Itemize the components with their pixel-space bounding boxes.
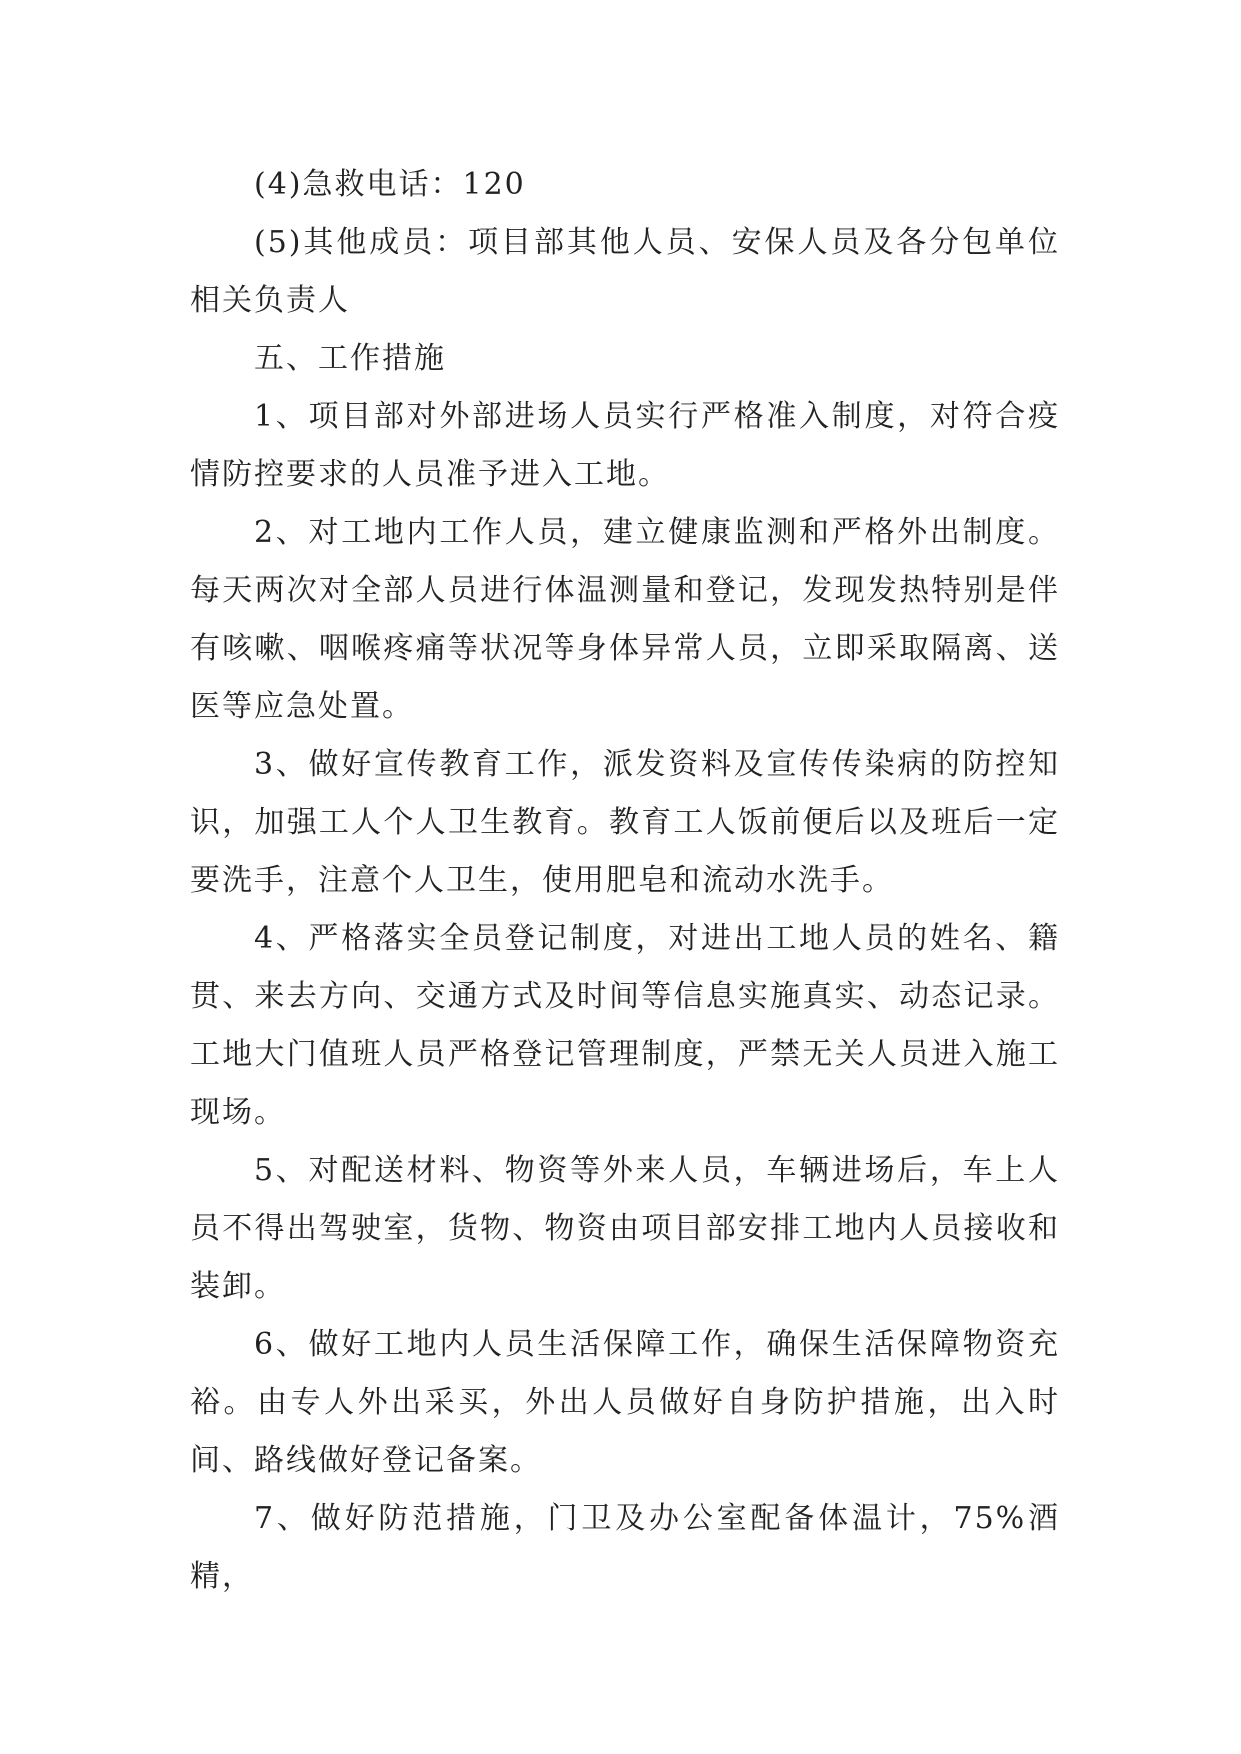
paragraph-other-members: (5)其他成员：项目部其他人员、安保人员及各分包单位相关负责人: [190, 225, 1060, 318]
section-heading-work-measures: 五、工作措施: [254, 341, 446, 376]
paragraph-measure-6: 6、做好工地内人员生活保障工作，确保生活保障物资充裕。由专人外出采买，外出人员做好自身防护措施，出入时间、路线做好登记备案。: [190, 1327, 1060, 1478]
paragraph-measure-7: 7、做好防范措施，门卫及办公室配备体温计，75%酒精，: [190, 1501, 1060, 1594]
paragraph-measure-5: 5、对配送材料、物资等外来人员，车辆进场后，车上人员不得出驾驶室，货物、物资由项目部安排工地内人员接收和装卸。: [190, 1153, 1060, 1304]
paragraph-measure-4: 4、严格落实全员登记制度，对进出工地人员的姓名、籍贯、来去方向、交通方式及时间等信息实施真实、动态记录。工地大门值班人员严格登记管理制度，严禁无关人员进入施工现场。: [190, 921, 1060, 1130]
paragraph-emergency-phone: (4)急救电话：120: [254, 167, 526, 202]
paragraph-measure-2: 2、对工地内工作人员，建立健康监测和严格外出制度。每天两次对全部人员进行体温测量和登记，发现发热特别是伴有咳嗽、咽喉疼痛等状况等身体异常人员，立即采取隔离、送医等应急处置。: [190, 515, 1060, 724]
paragraph-measure-1: 1、项目部对外部进场人员实行严格准入制度，对符合疫情防控要求的人员准予进入工地。: [190, 399, 1060, 492]
document-body: [190, 156, 1060, 1606]
paragraph-measure-3: 3、做好宣传教育工作，派发资料及宣传传染病的防控知识，加强工人个人卫生教育。教育工人饭前便后以及班后一定要洗手，注意个人卫生，使用肥皂和流动水洗手。: [190, 747, 1060, 898]
